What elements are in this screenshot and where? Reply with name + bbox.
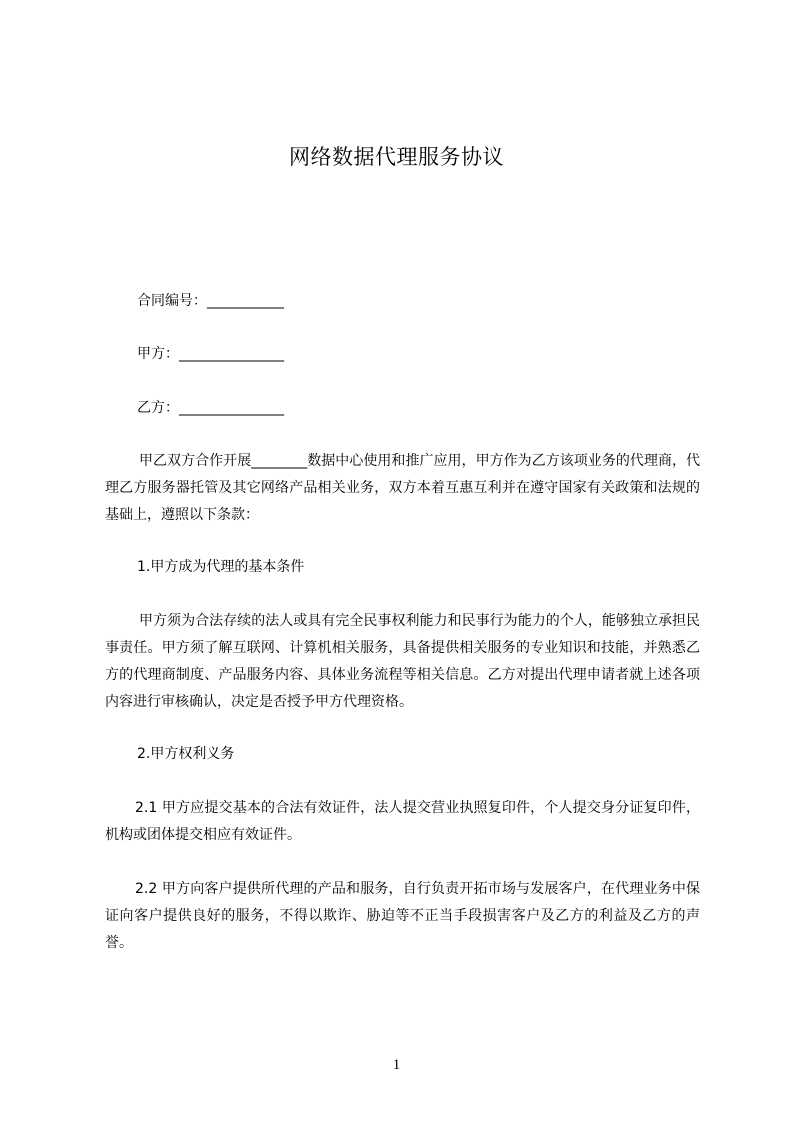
clause-2-2-paragraph: 2.2 甲方向客户提供所代理的产品和服务，自行负责开拓市场与发展客户，在代理业务中保证向客户提供良好的服务，不得以欺诈、胁迫等不正当手段损害客户及乙方的利益及乙方的声誉。 — [105, 881, 700, 951]
page-number: 1 — [392, 1057, 401, 1073]
section-1-paragraph: 甲方须为合法存续的法人或具有完全民事权利能力和民事行为能力的个人，能够独立承担民事责任。甲方须了解互联网、计算机相关服务，具备提供相关服务的专业知识和技能，并熟悉乙方的代理商制度、产品服务内容、具体业务流程等相关信息。乙方对提出代理申请者就上述各项内容进行审核确认，决定是否授予甲方代理资格。 — [105, 613, 700, 710]
section-2-heading: 2.甲方权利义务 — [137, 746, 235, 762]
clause-2-1-paragraph: 2.1 甲方应提交基本的合法有效证件，法人提交营业执照复印件，个人提交身分证复印件，机构或团体提交相应有效证件。 — [105, 800, 700, 843]
contract-number-field: 合同编号：___________ — [137, 293, 284, 309]
party-b-field: 乙方：_______________ — [137, 400, 284, 416]
document-title: 网络数据代理服务协议 — [289, 145, 504, 169]
party-a-field: 甲方：_______________ — [137, 346, 284, 362]
intro-paragraph: 甲乙双方合作开展________数据中心使用和推广应用，甲方作为乙方该项业务的代理商，代理乙方服务器托管及其它网络产品相关业务，双方本着互惠互利并在遵守国家有关政策和法规的基础上，遵照以下条款： — [105, 453, 700, 523]
section-1-heading: 1.甲方成为代理的基本条件 — [137, 559, 305, 575]
